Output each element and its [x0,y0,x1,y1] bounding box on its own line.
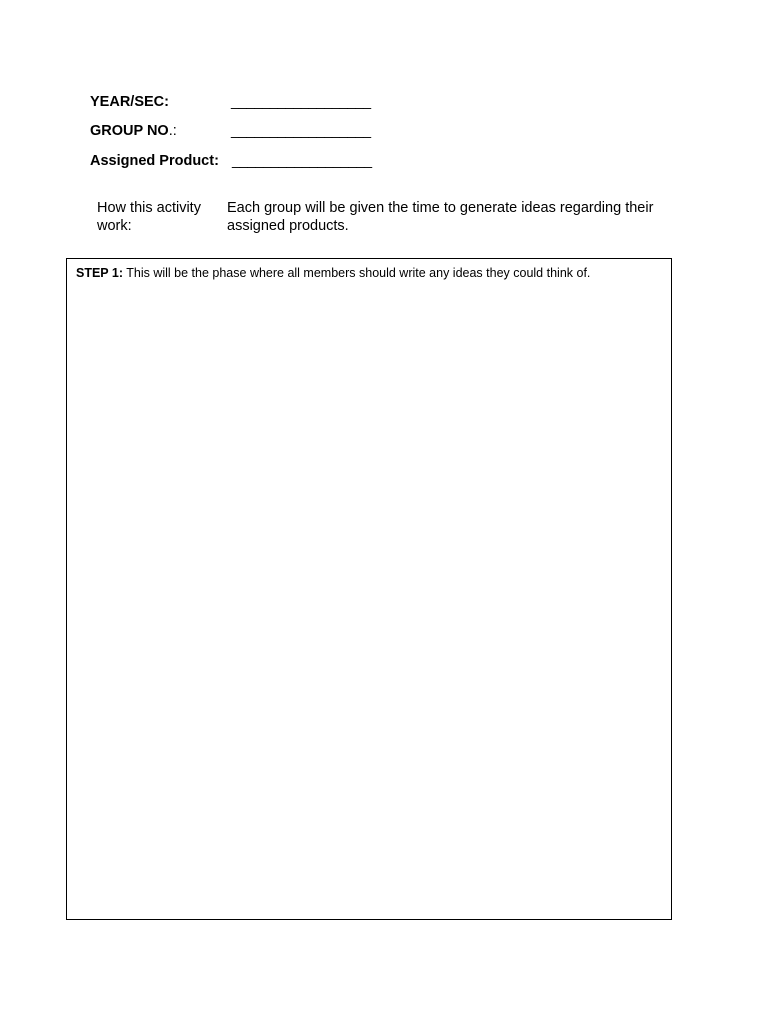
assigned-product-blank-line[interactable]: __________________ [232,153,372,169]
step-1-answer-box[interactable] [66,258,672,920]
assigned-product-label: Assigned Product: [90,153,219,169]
step-1-number: STEP 1: [76,266,124,280]
group-no-field [90,122,371,140]
year-sec-label: YEAR/SEC: [90,94,169,110]
assigned-product-field [90,152,372,170]
group-no-blank-line[interactable]: __________________ [231,123,371,139]
step-1-text: This will be the phase where all members should write any ideas they could think of. [123,266,591,280]
group-no-label [90,122,177,140]
group-no-label-suffix: .: [168,123,177,139]
year-sec-blank-line[interactable]: __________________ [231,94,371,110]
activity-instructions-label: How this activity work: [97,200,201,234]
activity-instructions-text: Each group will be given the time to generate ideas regarding their assigned products. [227,200,654,234]
step-1-instruction [76,265,590,281]
group-no-label-text: GROUP NO [90,123,169,139]
year-sec-field [90,93,371,111]
